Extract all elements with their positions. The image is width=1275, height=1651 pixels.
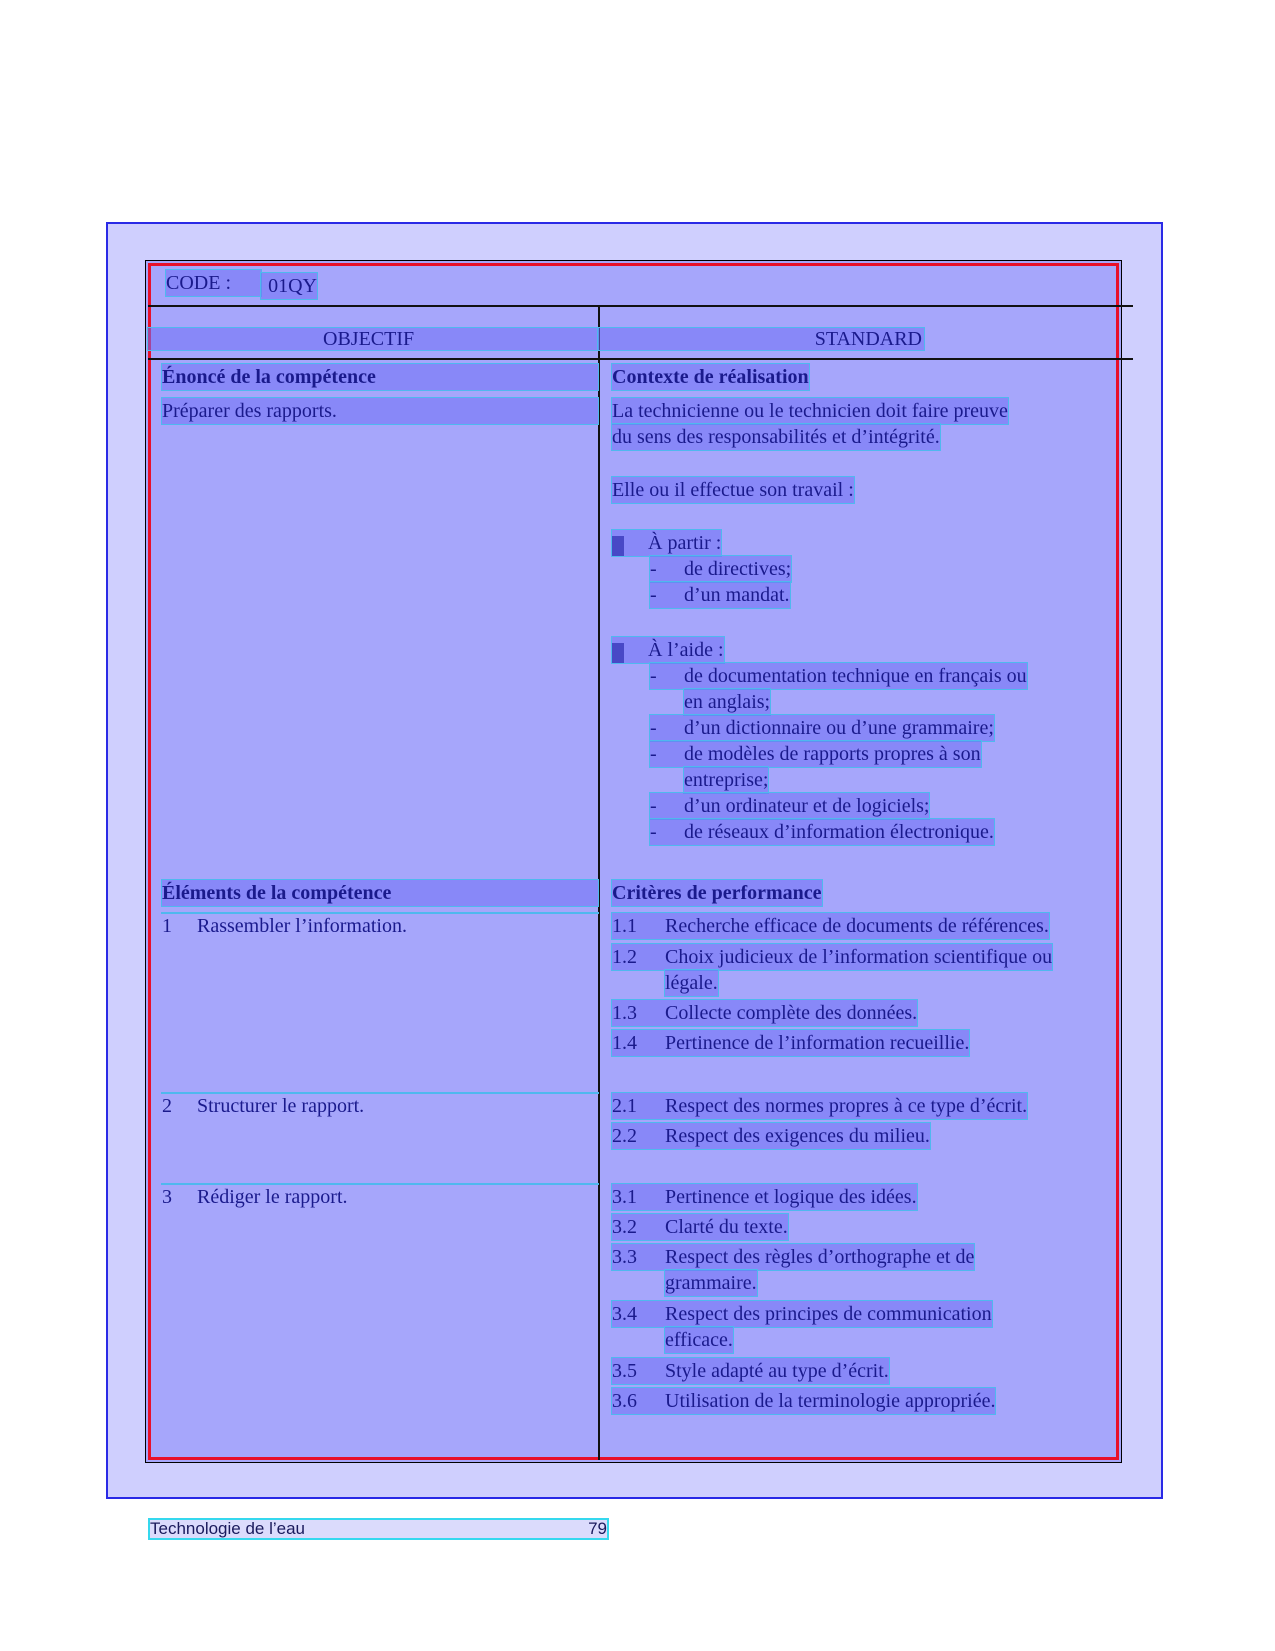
enonce-text: Préparer des rapports. bbox=[162, 398, 598, 424]
standard-header: STANDARD bbox=[598, 328, 924, 350]
dash-icon: - bbox=[650, 821, 657, 843]
critere-continuation: grammaire. bbox=[665, 1272, 757, 1294]
contexte-intro-line: du sens des responsabilités et d’intégrité. bbox=[612, 426, 940, 448]
dash-icon: - bbox=[650, 743, 657, 765]
contexte-travail: Elle ou il effectue son travail : bbox=[612, 479, 854, 501]
code-row-divider bbox=[148, 305, 1133, 307]
contexte-intro-line: La technicienne ou le technicien doit faire preuve bbox=[612, 400, 1008, 422]
enonce-title: Énoncé de la compétence bbox=[162, 364, 598, 390]
context-list-item: - de directives; bbox=[650, 558, 792, 580]
dash-icon: - bbox=[650, 665, 657, 687]
page-footer bbox=[150, 1520, 607, 1538]
critere-item: 1.1 Recherche efficace de documents de références. bbox=[612, 915, 1049, 937]
code-value: 01QY bbox=[261, 273, 317, 299]
critere-number: 3.5 bbox=[612, 1360, 637, 1382]
dash-icon: - bbox=[650, 717, 657, 739]
critere-item: 2.1 Respect des normes propres à ce type d’écrit. bbox=[612, 1095, 1028, 1117]
critere-item: 1.4 Pertinence de l’information recueillie. bbox=[612, 1032, 970, 1054]
critere-number: 1.1 bbox=[612, 915, 637, 937]
objectif-header: OBJECTIF bbox=[148, 328, 598, 350]
element-text: Structurer le rapport. bbox=[197, 1095, 365, 1117]
critere-continuation: légale. bbox=[665, 972, 718, 994]
element-number: 2 bbox=[162, 1095, 172, 1117]
context-list-item-continuation: entreprise; bbox=[684, 769, 769, 791]
element-number: 3 bbox=[162, 1186, 172, 1208]
critere-item: 3.1 Pertinence et logique des idées. bbox=[612, 1186, 917, 1208]
critere-number: 3.6 bbox=[612, 1390, 637, 1412]
critere-number: 2.2 bbox=[612, 1125, 637, 1147]
critere-item: 3.4 Respect des principes de communication bbox=[612, 1303, 992, 1325]
dash-icon: - bbox=[650, 795, 657, 817]
criteres-title: Critères de performance bbox=[612, 882, 822, 904]
context-list-item: - d’un mandat. bbox=[650, 584, 790, 606]
element-text: Rédiger le rapport. bbox=[197, 1186, 348, 1208]
critere-number: 3.1 bbox=[612, 1186, 637, 1208]
critere-number: 3.3 bbox=[612, 1246, 637, 1268]
critere-item: 3.6 Utilisation de la terminologie appropriée. bbox=[612, 1390, 996, 1412]
context-list-item: - de réseaux d’information électronique. bbox=[650, 821, 994, 843]
critere-item: 3.2 Clarté du texte. bbox=[612, 1216, 788, 1238]
context-list-item: - de modèles de rapports propres à son bbox=[650, 743, 981, 765]
page-number: 79 bbox=[588, 1519, 607, 1538]
critere-number: 2.1 bbox=[612, 1095, 637, 1117]
critere-item: 3.5 Style adapté au type d’écrit. bbox=[612, 1360, 889, 1382]
contexte-title: Contexte de réalisation bbox=[612, 366, 809, 388]
context-list-item: - d’un dictionnaire ou d’une grammaire; bbox=[650, 717, 994, 739]
footer-title: Technologie de l’eau bbox=[150, 1519, 306, 1538]
critere-number: 3.2 bbox=[612, 1216, 637, 1238]
group-label: À l’aide : bbox=[612, 637, 724, 663]
column-divider bbox=[598, 305, 600, 1460]
dash-icon: - bbox=[650, 584, 657, 606]
dash-icon: - bbox=[650, 558, 657, 580]
header-row-divider bbox=[148, 358, 1133, 360]
code-label: CODE : bbox=[166, 270, 261, 296]
critere-number: 1.3 bbox=[612, 1002, 637, 1024]
critere-number: 1.4 bbox=[612, 1032, 637, 1054]
critere-item: 1.3 Collecte complète des données. bbox=[612, 1002, 918, 1024]
critere-item: 3.3 Respect des règles d’orthographe et de bbox=[612, 1246, 975, 1268]
elements-title: Éléments de la compétence bbox=[162, 880, 598, 906]
critere-continuation: efficace. bbox=[665, 1329, 733, 1351]
group-label: À partir : bbox=[612, 530, 721, 556]
critere-item: 2.2 Respect des exigences du milieu. bbox=[612, 1125, 930, 1147]
element-number: 1 bbox=[162, 915, 172, 937]
element-text: Rassembler l’information. bbox=[197, 915, 407, 937]
critere-number: 1.2 bbox=[612, 946, 637, 968]
context-list-item-continuation: en anglais; bbox=[684, 691, 771, 713]
context-list-item: - d’un ordinateur et de logiciels; bbox=[650, 795, 930, 817]
context-list-item: - de documentation technique en français ou bbox=[650, 665, 1027, 687]
critere-number: 3.4 bbox=[612, 1303, 637, 1325]
critere-item: 1.2 Choix judicieux de l’information scientifique ou bbox=[612, 946, 1053, 968]
